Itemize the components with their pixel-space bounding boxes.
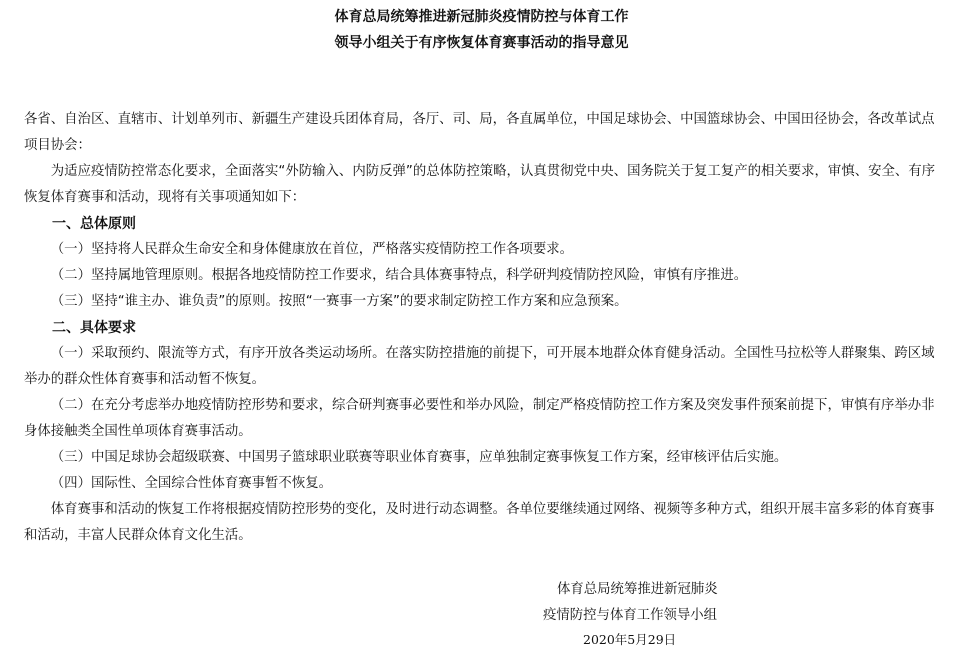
section-2-item-1: （一）采取预约、限流等方式，有序开放各类运动场所。在落实防控措施的前提下，可开展本地群众体育健身活动。全国性马拉松等人群聚集、跨区域举办的群众性体育赛事和活动暂不恢复。: [24, 346, 935, 387]
section-2-item-2: （二）在充分考虑举办地疫情防控形势和要求，综合研判赛事必要性和举办风险，制定严格疫情防控工作方案及突发事件预案前提下，审慎有序举办非身体接触类全国性单项体育赛事活动。: [24, 398, 935, 439]
title-line-2: 领导小组关于有序恢复体育赛事活动的指导意见: [334, 35, 629, 51]
signature-date: 2020年5月29日: [583, 632, 677, 647]
section-1-item-3: （三）坚持“谁主办、谁负责”的原则。按照“一赛事一方案”的要求制定防控工作方案和应急预案。: [50, 294, 628, 309]
section-2-item-3: （三）中国足球协会超级联赛、中国男子篮球职业联赛等职业体育赛事，应单独制定赛事恢复工作方案，经审核评估后实施。: [50, 450, 788, 465]
section-1-item-1: （一）坚持将人民群众生命安全和身体健康放在首位，严格落实疫情防控工作各项要求。: [50, 242, 574, 257]
section-2-heading: 二、具体要求: [52, 320, 136, 336]
title-line-1: 体育总局统筹推进新冠肺炎疫情防控与体育工作: [334, 9, 629, 25]
recipients: 各省、自治区、直辖市、计划单列市、新疆生产建设兵团体育局，各厅、司、局，各直属单位，中国足球协会、中国篮球协会、中国田径协会，各改革试点项目协会：: [24, 112, 935, 153]
signature-line-2: 疫情防控与体育工作领导小组: [543, 608, 718, 623]
section-2-item-4: （四）国际性、全国综合性体育赛事暂不恢复。: [50, 476, 332, 491]
section-1-heading: 一、总体原则: [52, 216, 136, 232]
closing-paragraph: 体育赛事和活动的恢复工作将根据疫情防控形势的变化，及时进行动态调整。各单位要继续通过网络、视频等多种方式，组织开展丰富多彩的体育赛事和活动，丰富人民群众体育文化生活。: [24, 502, 935, 543]
signature-line-1: 体育总局统筹推进新冠肺炎: [557, 582, 718, 597]
document-body: [24, 107, 940, 549]
section-1-item-2: （二）坚持属地管理原则。根据各地疫情防控工作要求，结合具体赛事特点，科学研判疫情防控风险，审慎有序推进。: [50, 268, 748, 283]
intro-paragraph: 为适应疫情防控常态化要求，全面落实“外防输入、内防反弹”的总体防控策略，认真贯彻党中央、国务院关于复工复产的相关要求，审慎、安全、有序恢复体育赛事和活动，现将有关事项通知如下：: [24, 164, 936, 205]
